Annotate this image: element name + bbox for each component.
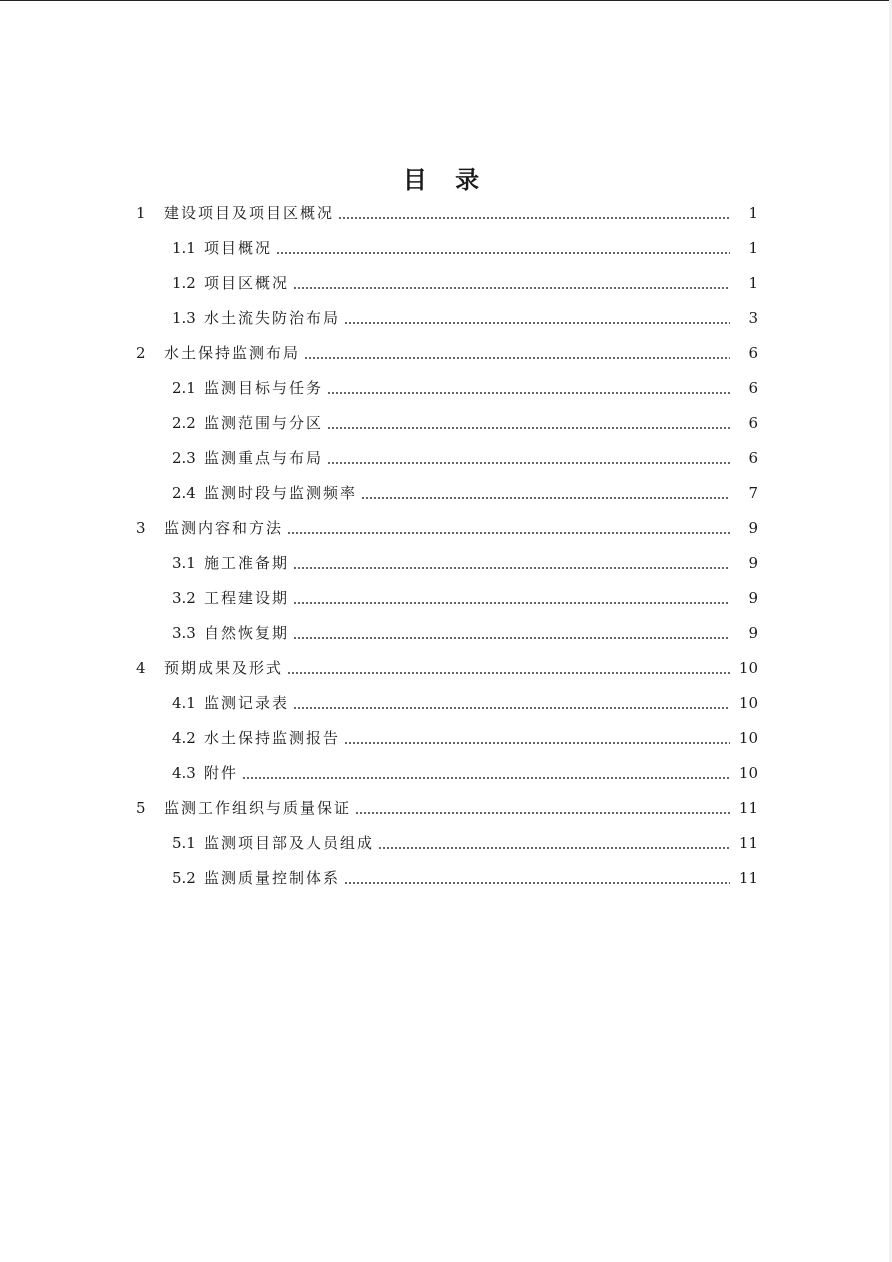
- toc-entry-label: 附件: [204, 764, 239, 782]
- toc-entry-label: 水土保持监测报告: [204, 729, 341, 747]
- toc-entry-label: 施工准备期: [204, 554, 290, 572]
- toc-dot-leader: [242, 777, 730, 779]
- toc-section-entry[interactable]: [0, 545, 892, 580]
- toc-dot-leader: [355, 812, 730, 814]
- toc-chapter-entry[interactable]: [0, 650, 892, 685]
- toc-entry-number: 3.3: [172, 623, 196, 642]
- toc-entry-page-number: 6: [748, 413, 758, 432]
- toc-entry-label: 监测时段与监测频率: [204, 484, 358, 502]
- toc-section-entry[interactable]: [0, 440, 892, 475]
- toc-section-entry[interactable]: [0, 265, 892, 300]
- toc-dot-leader: [344, 882, 730, 884]
- toc-entry-page-number: 6: [748, 343, 758, 362]
- toc-entry-page-number: 1: [748, 238, 758, 257]
- toc-entry-number: 2.4: [172, 483, 196, 502]
- toc-entry-label: 监测项目部及人员组成: [204, 834, 375, 852]
- toc-entry-page-number: 9: [748, 623, 758, 642]
- toc-dot-leader: [327, 462, 730, 464]
- page-top-border: [0, 0, 892, 1]
- toc-section-entry[interactable]: [0, 580, 892, 615]
- toc-dot-leader: [344, 322, 730, 324]
- toc-entry-number: 1.1: [172, 238, 196, 257]
- toc-entry-label: 建设项目及项目区概况: [164, 204, 335, 222]
- toc-entry-label: 预期成果及形式: [164, 659, 284, 677]
- toc-entry-number: 3.1: [172, 553, 196, 572]
- toc-entry-page-number: 10: [738, 693, 758, 712]
- toc-entry-number: 4: [136, 658, 146, 677]
- toc-dot-leader: [293, 637, 730, 639]
- toc-entry-page-number: 1: [748, 203, 758, 222]
- toc-entry-page-number: 11: [738, 798, 758, 817]
- toc-entry-number: 1: [136, 203, 146, 222]
- toc-section-entry[interactable]: [0, 475, 892, 510]
- toc-dot-leader: [276, 252, 730, 254]
- toc-entry-number: 4.3: [172, 763, 196, 782]
- toc-entry-page-number: 11: [738, 833, 758, 852]
- toc-entry-page-number: 1: [748, 273, 758, 292]
- toc-section-entry[interactable]: [0, 615, 892, 650]
- toc-dot-leader: [327, 427, 730, 429]
- toc-entry-label: 自然恢复期: [204, 624, 290, 642]
- toc-entry-number: 3.2: [172, 588, 196, 607]
- toc-dot-leader: [287, 532, 730, 534]
- toc-entry-label: 监测目标与任务: [204, 379, 324, 397]
- toc-entry-label: 水土流失防治布局: [204, 309, 341, 327]
- toc-entry-number: 4.2: [172, 728, 196, 747]
- toc-section-entry[interactable]: [0, 825, 892, 860]
- toc-title: 目 录: [402, 165, 490, 194]
- toc-section-entry[interactable]: [0, 300, 892, 335]
- toc-chapter-entry[interactable]: [0, 790, 892, 825]
- toc-entry-page-number: 9: [748, 588, 758, 607]
- toc-entry-page-number: 9: [748, 518, 758, 537]
- toc-entry-label: 监测质量控制体系: [204, 869, 341, 887]
- toc-entry-label: 监测重点与布局: [204, 449, 324, 467]
- toc-list: [0, 195, 892, 895]
- toc-entry-label: 水土保持监测布局: [164, 344, 301, 362]
- toc-entry-page-number: 10: [738, 658, 758, 677]
- toc-dot-leader: [344, 742, 730, 744]
- toc-entry-number: 2.1: [172, 378, 196, 397]
- toc-entry-label: 项目概况: [204, 239, 273, 257]
- toc-entry-page-number: 10: [738, 763, 758, 782]
- toc-entry-label: 监测范围与分区: [204, 414, 324, 432]
- toc-dot-leader: [378, 847, 730, 849]
- toc-section-entry[interactable]: [0, 230, 892, 265]
- toc-entry-number: 3: [136, 518, 146, 537]
- toc-entry-number: 5.1: [172, 833, 196, 852]
- toc-dot-leader: [327, 392, 730, 394]
- toc-chapter-entry[interactable]: [0, 510, 892, 545]
- toc-entry-page-number: 9: [748, 553, 758, 572]
- toc-entry-number: 1.2: [172, 273, 196, 292]
- toc-entry-page-number: 7: [748, 483, 758, 502]
- toc-dot-leader: [293, 602, 730, 604]
- toc-entry-label: 监测内容和方法: [164, 519, 284, 537]
- toc-dot-leader: [304, 357, 730, 359]
- toc-dot-leader: [293, 567, 730, 569]
- toc-entry-number: 4.1: [172, 693, 196, 712]
- toc-section-entry[interactable]: [0, 405, 892, 440]
- toc-entry-number: 2: [136, 343, 146, 362]
- toc-entry-label: 工程建设期: [204, 589, 290, 607]
- toc-entry-label: 项目区概况: [204, 274, 290, 292]
- toc-entry-page-number: 3: [748, 308, 758, 327]
- toc-entry-label: 监测工作组织与质量保证: [164, 799, 352, 817]
- toc-section-entry[interactable]: [0, 685, 892, 720]
- toc-section-entry[interactable]: [0, 755, 892, 790]
- toc-dot-leader: [293, 287, 730, 289]
- toc-entry-page-number: 6: [748, 378, 758, 397]
- toc-entry-number: 5.2: [172, 868, 196, 887]
- toc-entry-number: 2.2: [172, 413, 196, 432]
- toc-dot-leader: [361, 497, 730, 499]
- toc-entry-number: 2.3: [172, 448, 196, 467]
- toc-entry-page-number: 6: [748, 448, 758, 467]
- toc-section-entry[interactable]: [0, 370, 892, 405]
- toc-chapter-entry[interactable]: [0, 195, 892, 230]
- toc-entry-page-number: 11: [738, 868, 758, 887]
- toc-chapter-entry[interactable]: [0, 335, 892, 370]
- toc-section-entry[interactable]: [0, 720, 892, 755]
- toc-dot-leader: [287, 672, 730, 674]
- toc-entry-label: 监测记录表: [204, 694, 290, 712]
- toc-dot-leader: [338, 217, 730, 219]
- toc-dot-leader: [293, 707, 730, 709]
- toc-entry-number: 5: [136, 798, 146, 817]
- toc-entry-number: 1.3: [172, 308, 196, 327]
- toc-section-entry[interactable]: [0, 860, 892, 895]
- toc-entry-page-number: 10: [738, 728, 758, 747]
